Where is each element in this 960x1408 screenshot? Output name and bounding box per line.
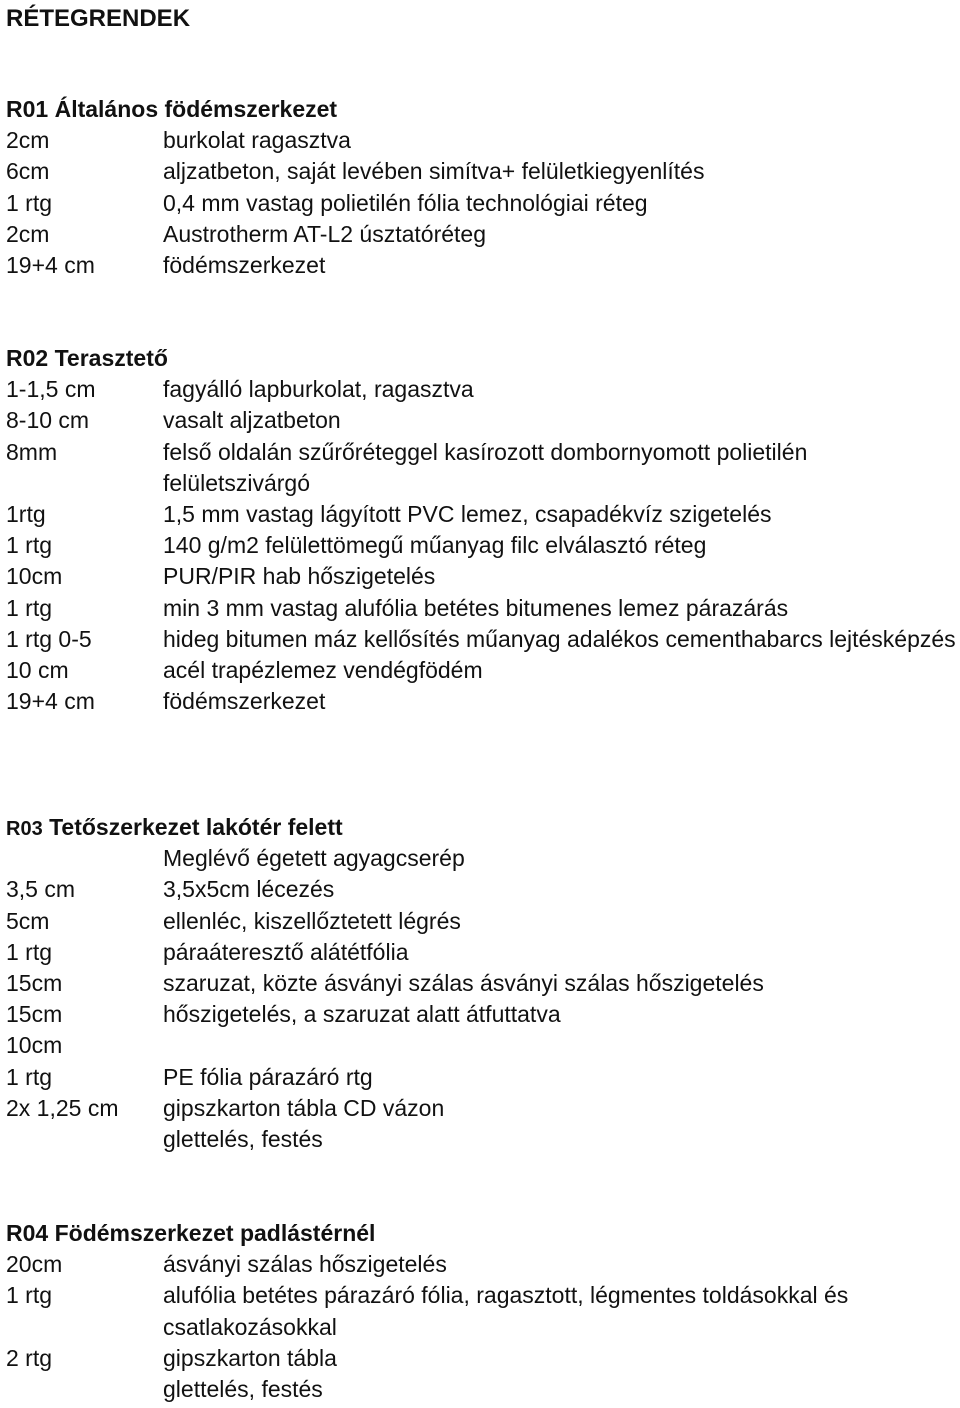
- layer-thickness: 2 rtg: [6, 1344, 53, 1371]
- section-heading: [6, 343, 960, 374]
- layer-thickness: 1 rtg: [6, 189, 53, 216]
- layer-row: [6, 188, 960, 219]
- layer-thickness: 2cm: [6, 220, 50, 247]
- layer-thickness: 15cm: [6, 970, 63, 996]
- layer-row: [6, 874, 960, 905]
- layer-description: 1,5 mm vastag lágyított PVC lemez, csapadékvíz szigetelés: [163, 501, 772, 527]
- layer-thickness: 8-10 cm: [6, 407, 90, 434]
- layer-row: [6, 125, 960, 156]
- layer-thickness: 1-1,5 cm: [6, 376, 96, 403]
- layer-row: [6, 561, 960, 592]
- section-name: Tetőszerkezet lakótér felett: [49, 814, 343, 840]
- layer-row: [6, 1374, 960, 1405]
- layer-thickness: 1 rtg: [6, 1282, 53, 1309]
- layer-description: 3,5x5cm lécezés: [163, 876, 335, 903]
- layer-thickness: 1rtg: [6, 501, 46, 527]
- layer-thickness: [6, 1374, 163, 1405]
- layer-description: ásványi szálas hőszigetelés: [163, 1251, 447, 1278]
- layer-row: [6, 250, 960, 281]
- layer-description: vasalt aljzatbeton: [163, 407, 341, 434]
- section-code: R02: [6, 345, 49, 371]
- layer-description: ellenléc, kiszellőztetett légrés: [163, 907, 461, 934]
- layer-thickness: 1 rtg: [6, 532, 53, 559]
- layer-description: Austrotherm AT-L2 úsztatóréteg: [163, 220, 487, 247]
- layer-row: [6, 405, 960, 436]
- layer-row: [6, 1062, 960, 1093]
- layer-description: gipszkarton tábla CD vázon: [163, 1094, 445, 1121]
- layer-thickness: 3,5 cm: [6, 876, 76, 903]
- layer-description: Meglévő égetett agyagcserép: [163, 845, 465, 872]
- layer-row: [6, 156, 960, 187]
- layer-thickness: 2x 1,25 cm: [6, 1094, 119, 1121]
- layer-thickness: 15cm: [6, 1001, 63, 1028]
- layer-row: [6, 843, 960, 874]
- layer-description: acél trapézlemez vendégfödém: [163, 657, 483, 684]
- layer-row: [6, 1249, 960, 1280]
- layer-description: födémszerkezet: [163, 252, 326, 278]
- section-r04: [6, 1218, 960, 1405]
- layer-description: min 3 mm vastag alufólia betétes bitumenes lemez párazárás: [163, 594, 789, 621]
- layer-description: felső oldalán szűrőréteggel kasírozott dombornyomott polietilén felületszivárgó: [163, 438, 808, 496]
- section-heading: [6, 1218, 960, 1249]
- layer-description: glettelés, festés: [163, 1376, 323, 1402]
- layer-thickness: 1 rtg: [6, 1063, 53, 1090]
- document-title: RÉTEGRENDEK: [6, 5, 191, 32]
- layer-row: [6, 906, 960, 937]
- layer-description: alufólia betétes párazáró fólia, ragasztott, légmentes toldásokkal és csatlakozásokkal: [163, 1282, 849, 1340]
- layer-row: [6, 937, 960, 968]
- layer-description: burkolat ragasztva: [163, 127, 351, 154]
- layer-thickness: [6, 1124, 163, 1155]
- layer-row: [6, 968, 960, 999]
- section-r01: [6, 94, 960, 281]
- layer-row: [6, 219, 960, 250]
- layer-row: [6, 593, 960, 624]
- layer-description: gipszkarton tábla: [163, 1344, 337, 1371]
- layer-description: hőszigetelés, a szaruzat alatt átfuttatva: [163, 1001, 561, 1028]
- section-r02: [6, 343, 960, 717]
- layer-row: [6, 374, 960, 405]
- section-name: Terasztető: [54, 345, 168, 371]
- layer-row: [6, 1030, 960, 1061]
- layer-row: [6, 1280, 960, 1342]
- layer-thickness: 2cm: [6, 127, 50, 154]
- layer-description: födémszerkezet: [163, 688, 326, 715]
- layer-thickness: 8mm: [6, 438, 58, 465]
- layer-description: glettelés, festés: [163, 1126, 323, 1153]
- section-heading: [6, 812, 960, 843]
- layer-thickness: 19+4 cm: [6, 688, 95, 715]
- layer-row: [6, 624, 960, 655]
- layer-thickness: 6cm: [6, 158, 50, 185]
- layer-row: [6, 1343, 960, 1374]
- layer-row: [6, 530, 960, 561]
- layer-description: [163, 1030, 960, 1061]
- layer-description: hideg bitumen máz kellősítés műanyag adalékos cementhabarcs lejtésképzés: [163, 625, 956, 652]
- layer-description: 0,4 mm vastag polietilén fólia technológiai réteg: [163, 189, 648, 216]
- layer-thickness: 19+4 cm: [6, 252, 95, 278]
- layer-row: [6, 437, 960, 499]
- layer-thickness: 10 cm: [6, 657, 69, 684]
- layer-description: szaruzat, közte ásványi szálas ásványi szálas hőszigetelés: [163, 970, 764, 996]
- layer-thickness: 5cm: [6, 907, 50, 934]
- layer-thickness: 10cm: [6, 563, 63, 590]
- section-code: R04: [6, 1220, 49, 1246]
- section-heading: [6, 94, 960, 125]
- layer-thickness: 1 rtg: [6, 594, 53, 621]
- section-name: Általános födémszerkezet: [54, 96, 338, 122]
- layer-description: PE fólia párazáró rtg: [163, 1063, 373, 1090]
- layer-thickness: 10cm: [6, 1032, 63, 1059]
- layer-row: [6, 499, 960, 530]
- layer-description: páraáteresztő alátétfólia: [163, 938, 409, 965]
- section-name: Födémszerkezet padlástérnél: [54, 1220, 376, 1246]
- layer-thickness: 20cm: [6, 1251, 63, 1278]
- layer-row: [6, 1124, 960, 1155]
- layer-thickness: [6, 843, 163, 874]
- layer-row: [6, 999, 960, 1030]
- layer-description: fagyálló lapburkolat, ragasztva: [163, 376, 474, 403]
- section-code: R03: [6, 818, 43, 840]
- layer-row: [6, 655, 960, 686]
- layer-thickness: 1 rtg: [6, 938, 53, 965]
- layer-row: [6, 686, 960, 717]
- section-r03: [6, 812, 960, 1155]
- layer-description: aljzatbeton, saját levében simítva+ felületkiegyenlítés: [163, 158, 705, 185]
- layer-description: PUR/PIR hab hőszigetelés: [163, 563, 436, 590]
- layer-thickness: 1 rtg 0-5: [6, 625, 92, 652]
- layer-description: 140 g/m2 felülettömegű műanyag filc elválasztó réteg: [163, 532, 707, 559]
- section-code: R01: [6, 96, 49, 122]
- layer-row: [6, 1093, 960, 1124]
